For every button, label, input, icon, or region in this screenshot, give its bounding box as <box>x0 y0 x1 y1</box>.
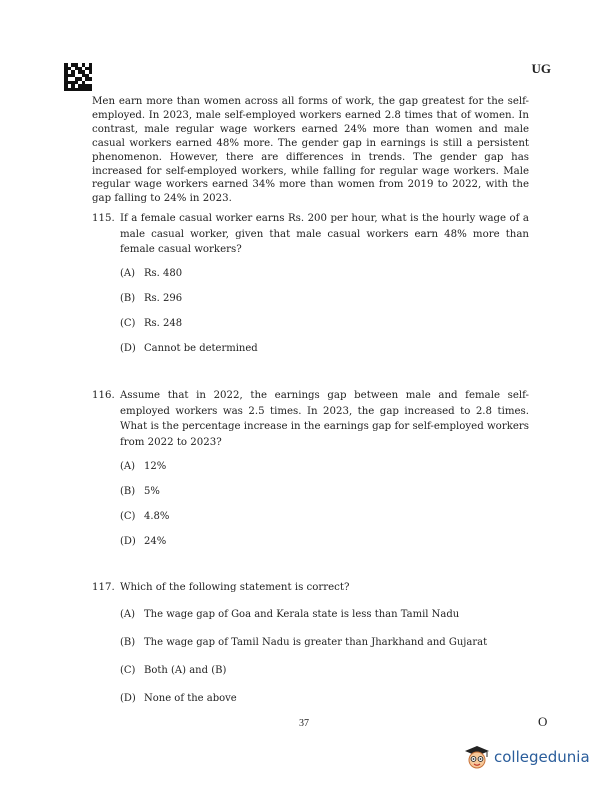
question-117 <box>92 580 529 704</box>
option-label: (B) <box>120 486 136 497</box>
student-mascot-icon <box>464 744 490 770</box>
option-text: None of the above <box>144 693 237 704</box>
option-text: Rs. 296 <box>144 293 183 304</box>
option-c[interactable] <box>120 511 169 523</box>
option-label: (D) <box>120 343 136 354</box>
option-text: Rs. 480 <box>144 268 183 279</box>
option-label: (B) <box>120 637 136 648</box>
option-text: Both (A) and (B) <box>144 665 227 676</box>
set-code: O <box>538 714 548 729</box>
option-label: (A) <box>120 609 136 620</box>
option-label: (B) <box>120 293 136 304</box>
question-number: 116. <box>92 390 115 401</box>
option-b[interactable] <box>120 637 487 649</box>
option-label: (D) <box>120 693 136 704</box>
option-label: (C) <box>120 511 136 522</box>
option-d[interactable] <box>120 536 166 548</box>
option-text: 4.8% <box>144 511 170 522</box>
brand-name: collegedunia <box>494 748 590 766</box>
option-text: The wage gap of Goa and Kerala state is less than Tamil Nadu <box>144 609 460 620</box>
option-label: (A) <box>120 268 136 279</box>
question-115 <box>92 211 529 354</box>
option-label: (C) <box>120 318 136 329</box>
collegedunia-watermark <box>464 742 590 772</box>
option-text: Rs. 248 <box>144 318 183 329</box>
option-a[interactable] <box>120 461 166 473</box>
question-text: Assume that in 2022, the earnings gap between male and female self-employed workers was 2.5 times. In 2023, the gap increased to 2.8 times. What is the percentage increase in the earnings gap for self-employed workers from 2022 to 2023? <box>120 390 529 448</box>
option-text: 12% <box>144 461 167 472</box>
option-b[interactable] <box>120 293 182 305</box>
question-116 <box>92 388 529 547</box>
option-label: (A) <box>120 461 136 472</box>
paper-code: UG <box>531 61 551 76</box>
option-text: 5% <box>144 486 160 497</box>
question-number: 115. <box>92 213 115 224</box>
option-a[interactable] <box>120 268 182 280</box>
option-d[interactable] <box>120 693 237 705</box>
option-c[interactable] <box>120 318 182 330</box>
option-text: Cannot be determined <box>144 343 258 354</box>
option-label: (C) <box>120 665 136 676</box>
page-number: 37 <box>299 718 309 729</box>
option-b[interactable] <box>120 486 160 498</box>
option-text: The wage gap of Tamil Nadu is greater than Jharkhand and Gujarat <box>144 637 488 648</box>
option-a[interactable] <box>120 609 459 621</box>
passage-text: Men earn more than women across all forms of work, the gap greatest for the self-employed. In 2023, male self-employed workers earned 2.8 times that of women. In contrast, male regular wage workers earned 24% more than women and male casual workers earned 48% more. The gender gap in earnings is still a persistent phenomenon. However, there are differences in trends. The gender gap has increased for self-employed workers, while falling for regular wage workers. Male regular wage workers earned 34% more than women from 2019 to 2022, with the gap falling to 24% in 2023. <box>92 96 529 205</box>
question-text: Which of the following statement is correct? <box>120 582 350 593</box>
datamatrix-code <box>64 63 92 91</box>
option-d[interactable] <box>120 343 258 355</box>
option-label: (D) <box>120 536 136 547</box>
question-number: 117. <box>92 582 115 593</box>
question-text: If a female casual worker earns Rs. 200 per hour, what is the hourly wage of a male casual worker, given that male casual workers earn 48% more than female casual workers? <box>120 213 529 256</box>
option-text: 24% <box>144 536 167 547</box>
option-c[interactable] <box>120 665 226 677</box>
